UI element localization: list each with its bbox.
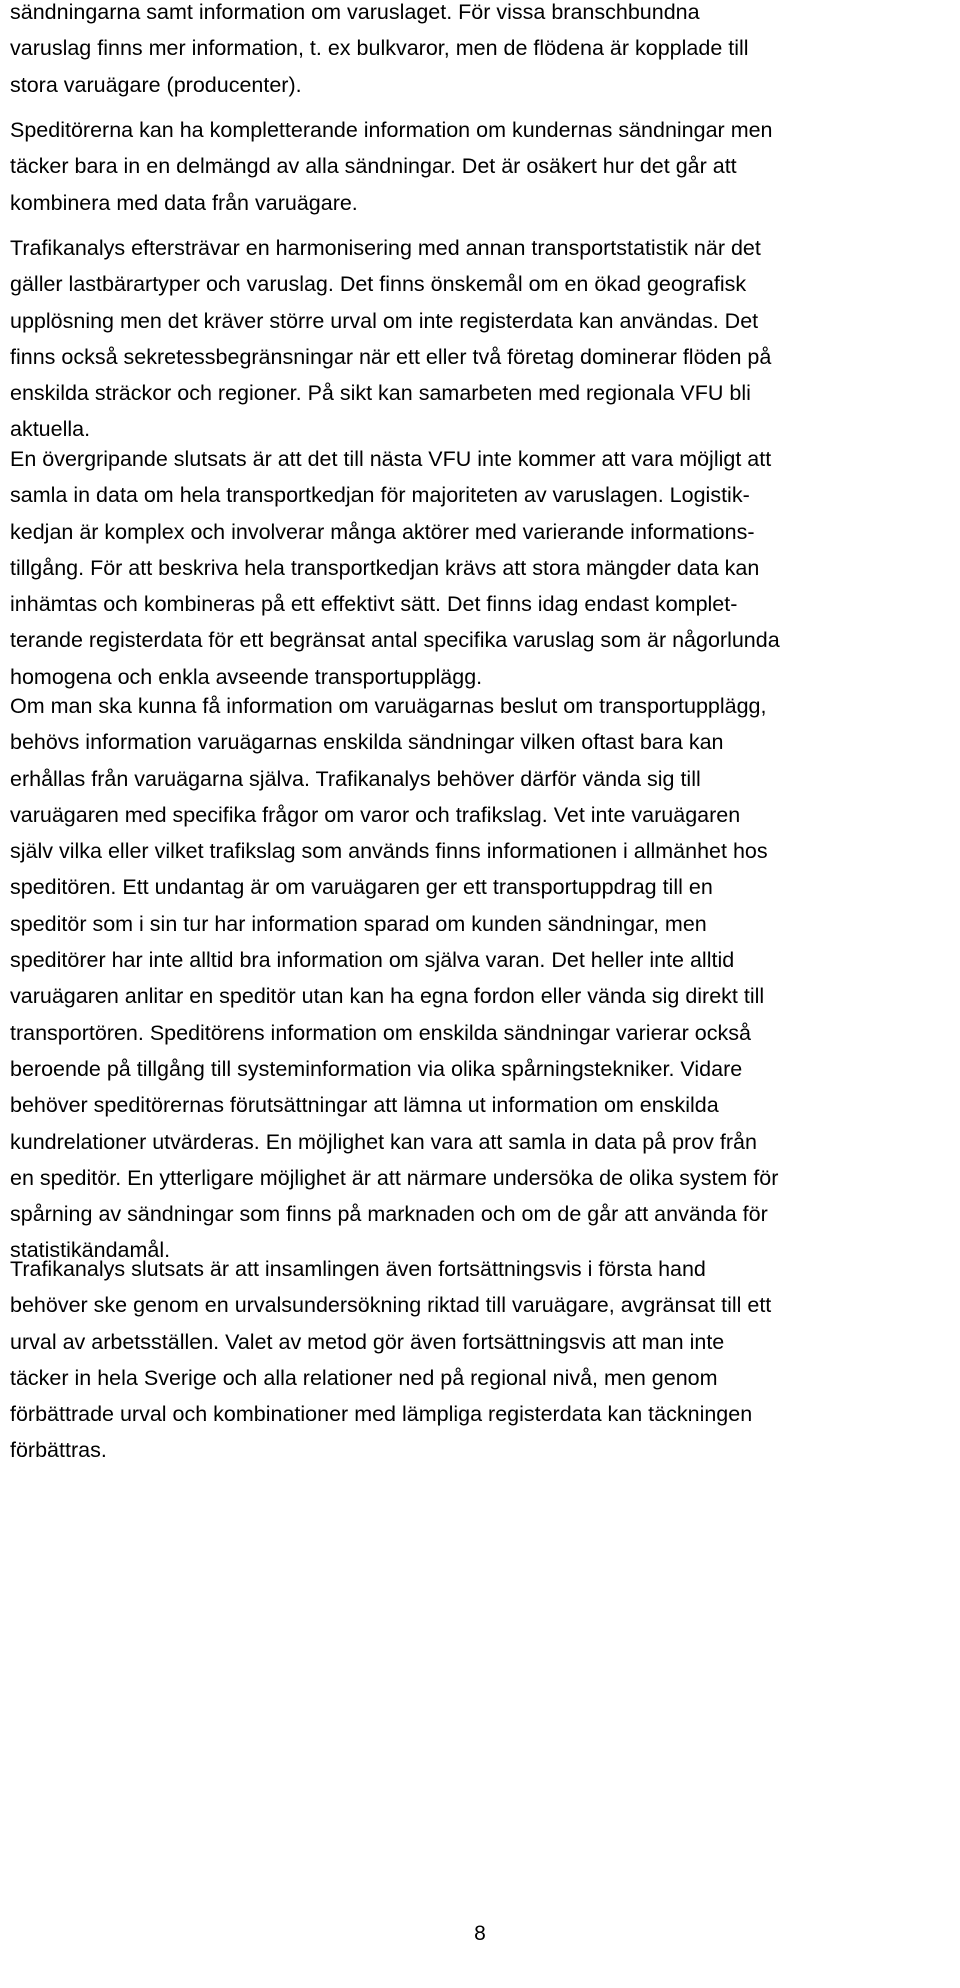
text-line: enskilda sträckor och regioner. På sikt kan samarbeten med regionala VFU bli bbox=[10, 381, 751, 406]
text-line: erhållas från varuägarna själva. Trafikanalys behöver därför vända sig till bbox=[10, 766, 701, 791]
text-line: förbättras. bbox=[10, 1438, 107, 1463]
text-line: homogena och enkla avseende transportupplägg. bbox=[10, 664, 483, 689]
text-line: varuägaren anlitar en speditör utan kan ha egna fordon eller vända sig direkt till bbox=[10, 984, 765, 1009]
text-line: transportören. Speditörens information om enskilda sändningar varierar också bbox=[10, 1020, 751, 1045]
text-line: förbättrade urval och kombinationer med lämpliga registerdata kan täckningen bbox=[10, 1402, 753, 1427]
text-line: En övergripande slutsats är att det till nästa VFU inte kommer att vara möjligt att bbox=[10, 447, 772, 471]
text-line: gäller lastbärartyper och varuslag. Det finns önskemål om en ökad geografisk bbox=[10, 272, 747, 297]
page-number: 8 bbox=[474, 1922, 486, 1945]
text-line: speditör som i sin tur har information sparad om kunden sändningar, men bbox=[10, 911, 707, 936]
paragraph-3 bbox=[10, 230, 945, 448]
text-line: varuslag finns mer information, t. ex bulkvaror, men de flödena är kopplade till bbox=[10, 36, 749, 61]
text-line: kombinera med data från varuägare. bbox=[10, 190, 358, 215]
text-line: en speditör. En ytterligare möjlighet är att närmare undersöka de olika system för bbox=[10, 1165, 779, 1190]
text-line: spårning av sändningar som finns på marknaden och om de går att använda för bbox=[10, 1202, 768, 1227]
text-line: finns också sekretessbegränsningar när ett eller två företag dominerar flöden på bbox=[10, 344, 772, 369]
text-line: själv vilka eller vilket trafikslag som används finns informationen i allmänhet hos bbox=[10, 839, 768, 864]
paragraph-2 bbox=[10, 112, 945, 221]
text-line: speditörer har inte alltid bra information om själva varan. Det heller inte alltid bbox=[10, 948, 735, 973]
text-line: beroende på tillgång till systeminformation via olika spårningstekniker. Vidare bbox=[10, 1056, 743, 1081]
text-line: samla in data om hela transportkedjan för majoriteten av varuslagen. Logistik- bbox=[10, 483, 750, 508]
text-line: varuägaren med specifika frågor om varor och trafikslag. Vet inte varuägaren bbox=[10, 802, 741, 827]
text-line: behöver speditörernas förutsättningar att lämna ut information om enskilda bbox=[10, 1093, 719, 1118]
text-line: kedjan är komplex och involverar många aktörer med varierande informations- bbox=[10, 519, 755, 544]
text-line: stora varuägare (producenter). bbox=[10, 72, 302, 97]
text-line: behövs information varuägarnas enskilda sändningar vilken oftast bara kan bbox=[10, 730, 724, 755]
text-line: upplösning men det kräver större urval om inte registerdata kan användas. Det bbox=[10, 308, 759, 333]
paragraph-6 bbox=[10, 1251, 945, 1469]
text-line: sändningarna samt information om varuslaget. För vissa branschbundna bbox=[10, 0, 700, 24]
text-line: Speditörerna kan ha kompletterande information om kundernas sändningar men bbox=[10, 118, 773, 142]
text-line: täcker bara in en delmängd av alla sändningar. Det är osäkert hur det går att bbox=[10, 154, 737, 179]
paragraph-4 bbox=[10, 441, 945, 695]
text-line: tillgång. För att beskriva hela transportkedjan krävs att stora mängder data kan bbox=[10, 555, 760, 580]
text-line: Trafikanalys eftersträvar en harmonisering med annan transportstatistik när det bbox=[10, 236, 761, 260]
text-line: terande registerdata för ett begränsat antal specifika varuslag som är någorlunda bbox=[10, 628, 780, 653]
text-line: urval av arbetsställen. Valet av metod gör även fortsättningsvis att man inte bbox=[10, 1329, 725, 1354]
text-line: inhämtas och kombineras på ett effektivt sätt. Det finns idag endast komplet- bbox=[10, 592, 738, 617]
text-line: kundrelationer utvärderas. En möjlighet kan vara att samla in data på prov från bbox=[10, 1129, 757, 1154]
paragraph-5 bbox=[10, 688, 945, 1269]
text-line: Om man ska kunna få information om varuägarnas beslut om transportupplägg, bbox=[10, 694, 767, 718]
text-line: speditören. Ett undantag är om varuägaren ger ett transportuppdrag till en bbox=[10, 875, 713, 900]
text-line: behöver ske genom en urvalsundersökning riktad till varuägare, avgränsat till ett bbox=[10, 1293, 772, 1318]
paragraph-1 bbox=[10, 0, 945, 103]
text-line: Trafikanalys slutsats är att insamlingen även fortsättningsvis i första hand bbox=[10, 1257, 706, 1281]
text-line: statistikändamål. bbox=[10, 1238, 171, 1263]
text-line: täcker in hela Sverige och alla relationer ned på regional nivå, men genom bbox=[10, 1365, 718, 1390]
text-line: aktuella. bbox=[10, 417, 91, 442]
